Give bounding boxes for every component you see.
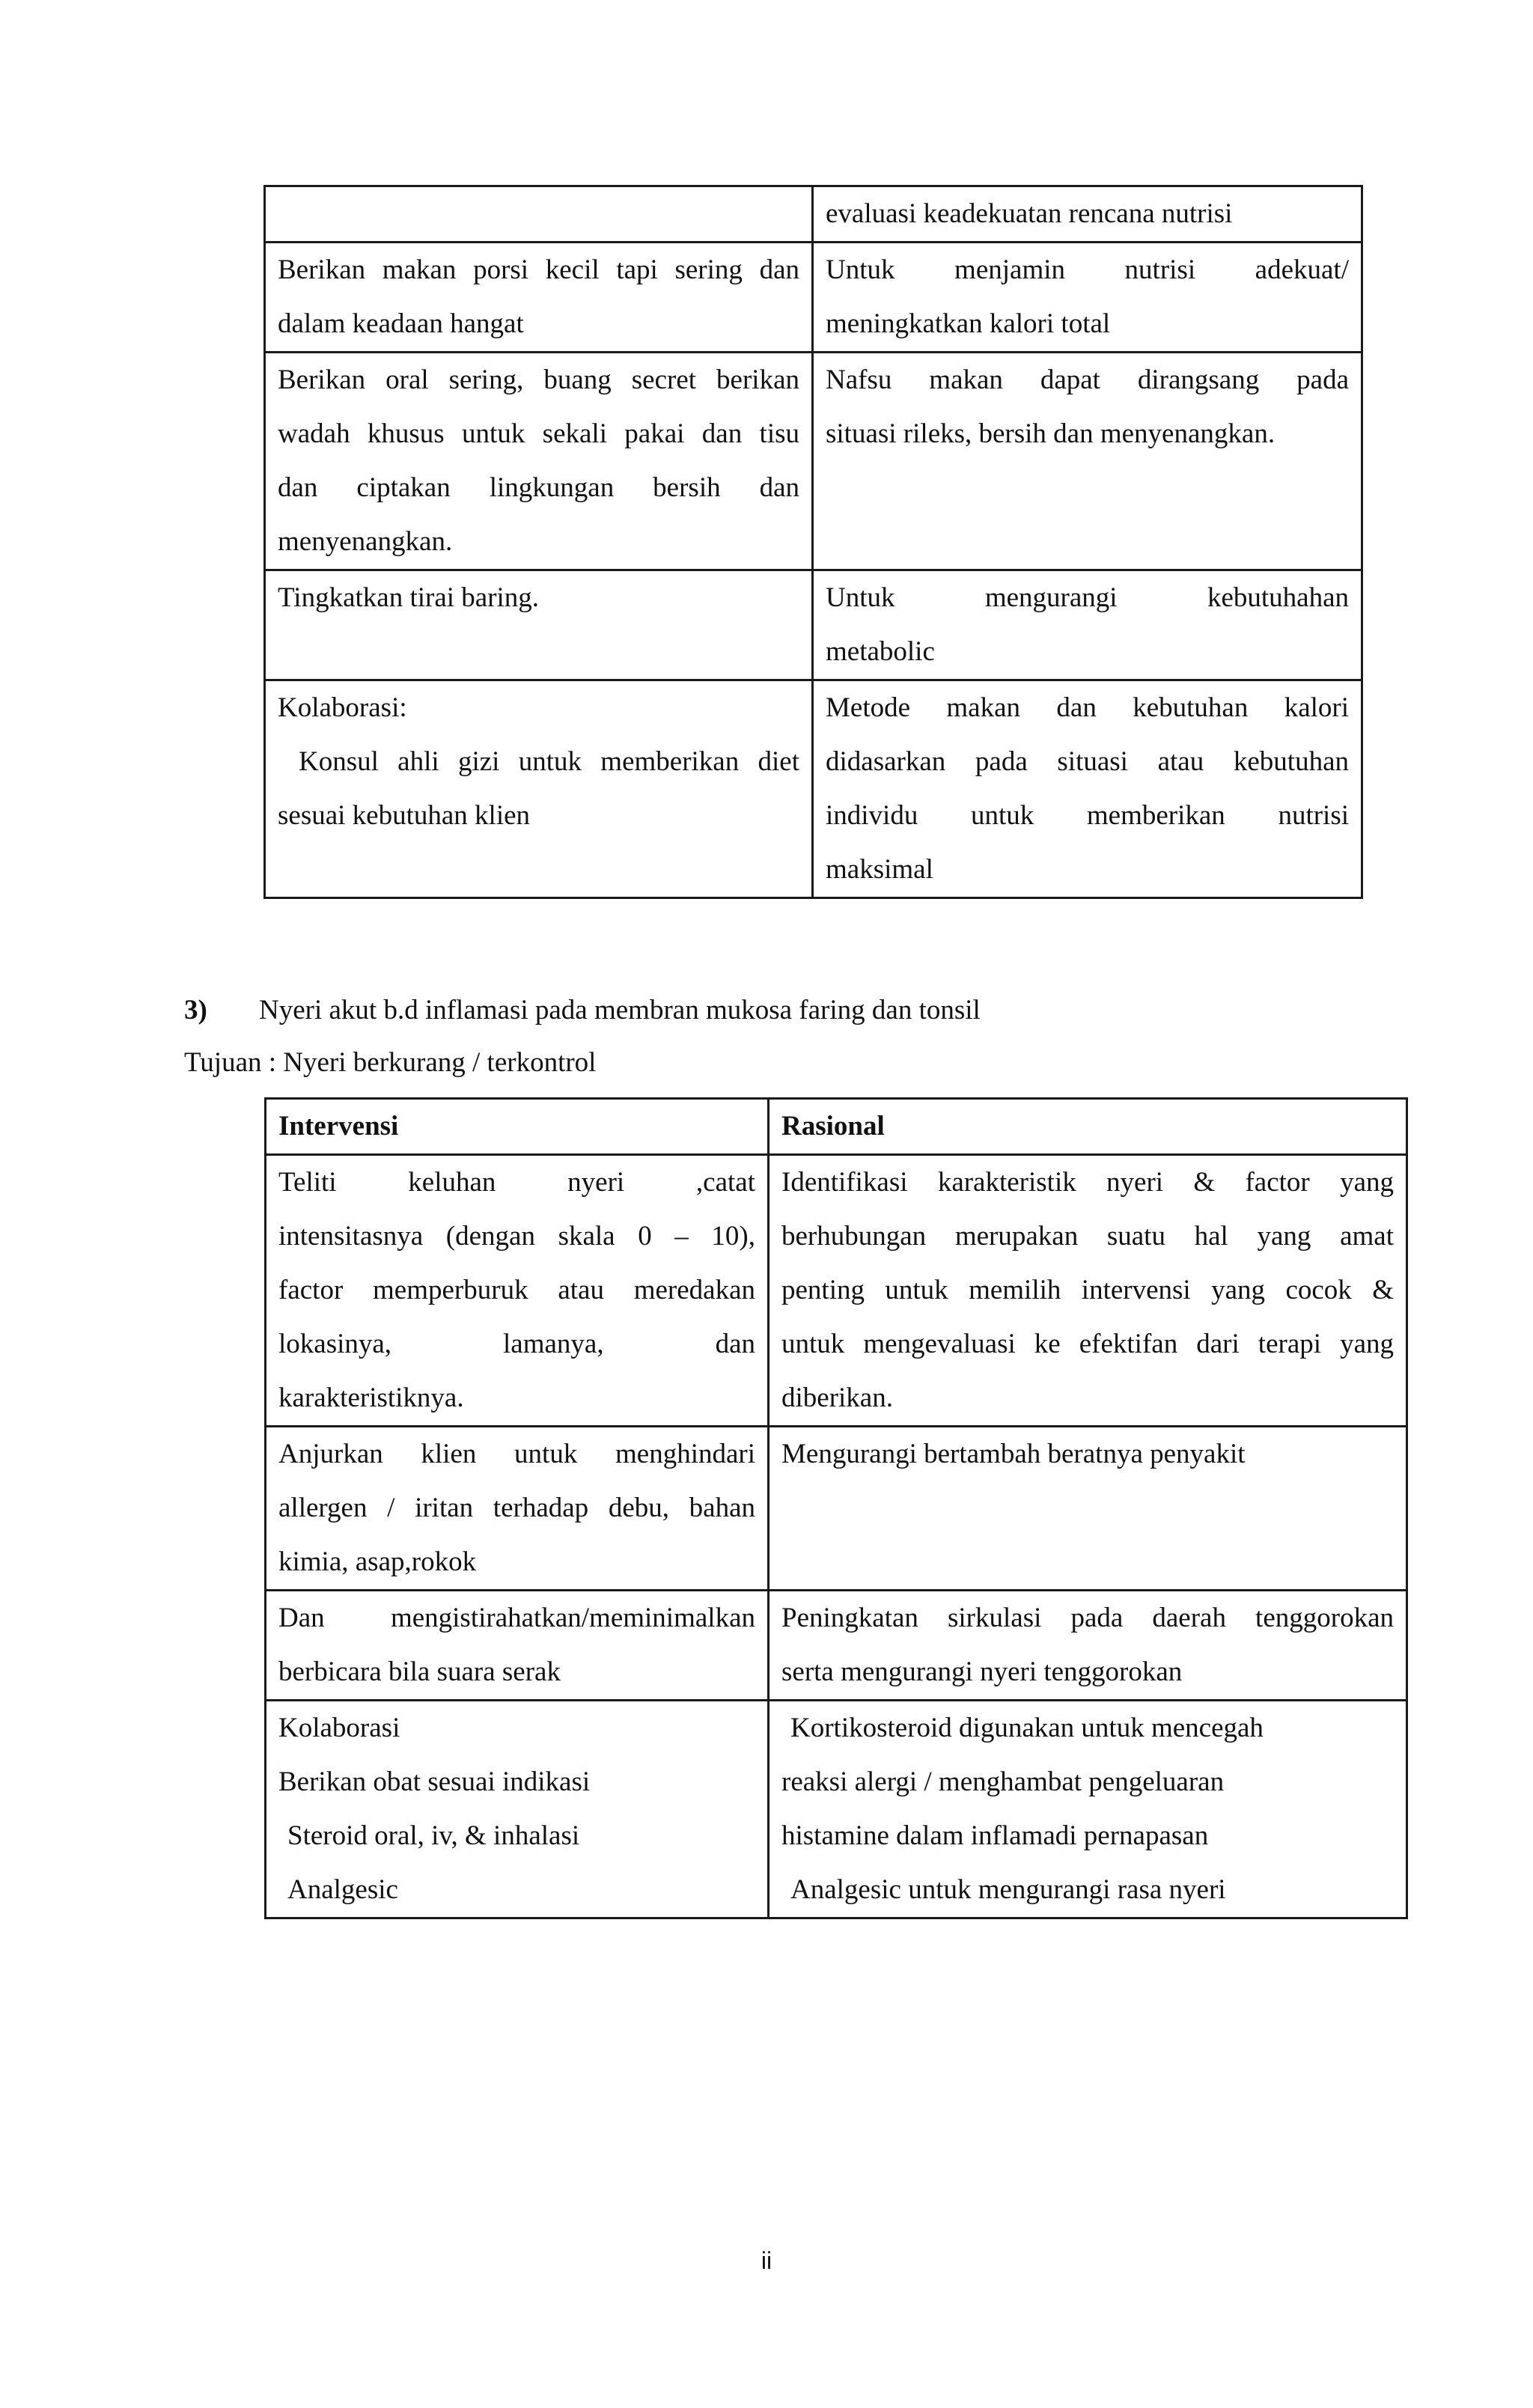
cell-text: reaksi alergi / menghambat pengeluaran — [781, 1767, 1225, 1797]
cell-text: Mengurangi bertambah beratnya penyakit — [781, 1439, 1246, 1469]
rasional-cell — [769, 1155, 1407, 1427]
cell-text: Untuk mengurangi kebutuhahan — [826, 582, 1349, 613]
cell-text: Teliti keluhan nyeri ,catat — [278, 1167, 755, 1198]
cell-text: histamine dalam inflamadi pernapasan — [781, 1820, 1209, 1851]
cell-text: Peningkatan sirkulasi pada daerah tenggorokan — [781, 1603, 1394, 1633]
cell-text: Nafsu makan dapat dirangsang pada — [826, 365, 1349, 395]
cell-text: kimia, asap,rokok — [278, 1546, 477, 1577]
cell-text: karakteristiknya. — [278, 1383, 464, 1413]
intervensi-cell — [266, 1427, 769, 1591]
cell-text: Konsul ahli gizi untuk memberikan diet — [299, 746, 799, 777]
cell-text: Berikan oral sering, buang secret berikan — [278, 365, 799, 395]
cell-text: Analgesic — [287, 1874, 398, 1905]
section-heading — [184, 988, 981, 1033]
table-row — [266, 1427, 1407, 1591]
intervensi-cell — [265, 570, 813, 680]
intervensi-cell — [266, 1701, 769, 1918]
cell-text: Kolaborasi: — [278, 692, 407, 723]
cell-text: Kortikosteroid digunakan untuk mencegah — [790, 1713, 1264, 1743]
cell-text: Untuk menjamin nutrisi adekuat/ — [826, 254, 1349, 285]
cell-text: evaluasi keadekuatan rencana nutrisi — [826, 198, 1233, 229]
table-row — [266, 1701, 1407, 1918]
rasional-cell — [813, 680, 1362, 898]
cell-text: factor memperburuk atau meredakan — [278, 1275, 755, 1305]
intervensi-cell — [265, 353, 813, 570]
cell-text: Steroid oral, iv, & inhalasi — [287, 1820, 580, 1851]
cell-text: wadah khusus untuk sekali pakai dan tisu — [278, 418, 799, 449]
cell-text: serta mengurangi nyeri tenggorokan — [781, 1656, 1183, 1687]
table-row — [265, 243, 1362, 353]
table-row — [265, 570, 1362, 680]
cell-text: Metode makan dan kebutuhan kalori — [826, 692, 1349, 723]
cell-text: Berikan makan porsi kecil tapi sering dan — [278, 254, 799, 285]
intervensi-cell — [265, 680, 813, 898]
cell-text: menyenangkan. — [278, 526, 453, 557]
intervensi-cell — [266, 1155, 769, 1427]
cell-text: metabolic — [826, 636, 935, 667]
cell-text: meningkatkan kalori total — [826, 308, 1111, 339]
cell-text: individu untuk memberikan nutrisi — [826, 800, 1349, 831]
cell-text: Dan mengistirahatkan/meminimalkan — [278, 1603, 755, 1633]
cell-text: dalam keadaan hangat — [278, 308, 524, 339]
column-header-intervensi: Intervensi — [266, 1099, 769, 1155]
cell-text: sesuai kebutuhan klien — [278, 800, 531, 831]
cell-text: penting untuk memilih intervensi yang cocok & — [781, 1275, 1394, 1305]
cell-text: diberikan. — [781, 1383, 893, 1413]
cell-text: lokasinya, lamanya, dan — [278, 1329, 755, 1359]
intervensi-cell — [265, 186, 813, 243]
intervensi-cell — [265, 243, 813, 353]
cell-text: berbicara bila suara serak — [278, 1656, 561, 1687]
rasional-cell — [813, 243, 1362, 353]
table-row — [266, 1155, 1407, 1427]
cell-text: untuk mengevaluasi ke efektifan dari terapi yang — [781, 1329, 1394, 1359]
pain-intervention-table — [264, 1097, 1408, 1919]
cell-text: allergen / iritan terhadap debu, bahan — [278, 1493, 755, 1523]
intervensi-cell — [266, 1591, 769, 1701]
cell-text: berhubungan merupakan suatu hal yang amat — [781, 1221, 1394, 1252]
cell-text: Identifikasi karakteristik nyeri & factor yang — [781, 1167, 1394, 1198]
page-number: ii — [761, 2247, 772, 2274]
rasional-cell — [813, 353, 1362, 570]
cell-text: Anjurkan klien untuk menghindari — [278, 1439, 755, 1469]
cell-text: Berikan obat sesuai indikasi — [278, 1767, 591, 1797]
section-goal: Tujuan : Nyeri berkurang / terkontrol — [184, 1047, 597, 1078]
nutrition-intervention-table — [263, 185, 1363, 899]
cell-text: Tingkatkan tirai baring. — [278, 582, 540, 613]
section-title: Nyeri akut b.d inflamasi pada membran mukosa faring dan tonsil — [259, 995, 981, 1025]
cell-text: situasi rileks, bersih dan menyenangkan. — [826, 418, 1276, 449]
rasional-cell — [813, 186, 1362, 243]
cell-text: maksimal — [826, 854, 933, 885]
table-row — [265, 186, 1362, 243]
cell-text: dan ciptakan lingkungan bersih dan — [278, 472, 799, 503]
rasional-cell — [769, 1701, 1407, 1918]
table-row — [266, 1591, 1407, 1701]
table-header-row — [266, 1099, 1407, 1155]
cell-text: intensitasnya (dengan skala 0 – 10), — [278, 1221, 755, 1252]
column-header-rasional: Rasional — [769, 1099, 1407, 1155]
cell-text: Analgesic untuk mengurangi rasa nyeri — [790, 1874, 1226, 1905]
rasional-cell — [769, 1591, 1407, 1701]
cell-text: didasarkan pada situasi atau kebutuhan — [826, 746, 1349, 777]
table-row — [265, 353, 1362, 570]
cell-text: Kolaborasi — [278, 1713, 400, 1743]
table-row — [265, 680, 1362, 898]
rasional-cell — [769, 1427, 1407, 1591]
section-number: 3) — [184, 995, 207, 1025]
rasional-cell — [813, 570, 1362, 680]
